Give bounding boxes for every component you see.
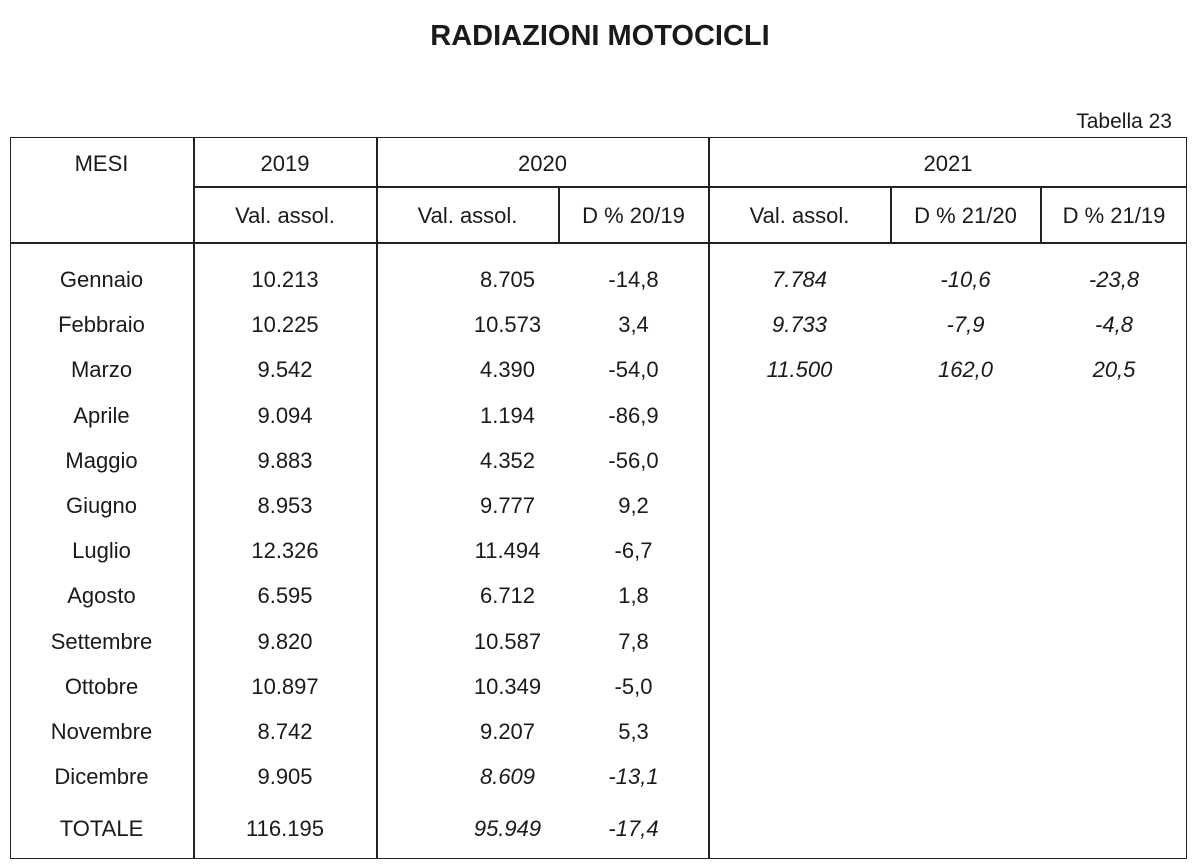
cell-2020-delta: -56,0: [608, 448, 659, 473]
cell-2020-delta: -6,7: [614, 538, 653, 563]
cell-2021-val: 11.500: [766, 357, 833, 382]
cell-2020-delta: 7,8: [618, 629, 649, 654]
subheader-2020-delta: D % 20/19: [582, 203, 685, 228]
cell-2020-val: 1.194: [479, 403, 536, 428]
cell-2020-delta: -14,8: [608, 267, 659, 292]
cell-2019-val: 10.225: [251, 312, 319, 337]
cell-2019-val: 12.326: [251, 538, 319, 563]
totale-label: TOTALE: [59, 816, 144, 841]
subheader-2021-delta-2119: D % 21/19: [1062, 203, 1166, 228]
cell-2019-val: 9.883: [257, 448, 313, 473]
cell-2021-delta-2120: -10,6: [940, 267, 991, 292]
cell-2019-val: 9.820: [257, 629, 313, 654]
col-divider-2020: [708, 137, 710, 859]
cell-2021-delta-2119: 20,5: [1092, 357, 1136, 382]
cell-mese: Febbraio: [58, 312, 145, 337]
cell-2020-delta: 3,4: [618, 312, 649, 337]
header-divider-bottom: [10, 242, 1187, 244]
cell-2019-val: 8.953: [257, 493, 313, 518]
cell-2020-val: 11.494: [474, 538, 541, 563]
cell-2020-val: 10.587: [473, 629, 542, 654]
cell-mese: Luglio: [72, 538, 131, 563]
subheader-2019-val: Val. assol.: [235, 203, 335, 228]
cell-2020-val: 10.349: [473, 674, 542, 699]
cell-mese: Maggio: [65, 448, 138, 473]
page-title: RADIAZIONI MOTOCICLI: [430, 20, 770, 52]
cell-mese: Aprile: [73, 403, 130, 428]
header-2020: 2020: [518, 151, 567, 176]
cell-mese: Ottobre: [64, 674, 139, 699]
totale-2020: 95.949: [473, 816, 542, 841]
cell-2021-delta-2120: 162,0: [937, 357, 994, 382]
cell-2019-val: 6.595: [257, 583, 313, 608]
cell-2021-val: 9.733: [771, 312, 828, 337]
cell-2021-delta-2119: -23,8: [1088, 267, 1140, 292]
cell-2020-val: 8.609: [479, 764, 536, 789]
cell-2019-val: 9.542: [257, 357, 313, 382]
cell-2020-val: 4.352: [479, 448, 536, 473]
cell-2020-delta: -86,9: [608, 403, 659, 428]
cell-2019-val: 10.897: [251, 674, 319, 699]
cell-2019-val: 9.094: [257, 403, 313, 428]
cell-mese: Agosto: [67, 583, 136, 608]
cell-mese: Settembre: [50, 629, 153, 654]
cell-2021-delta-2120: -7,9: [946, 312, 985, 337]
cell-mese: Gennaio: [59, 267, 144, 292]
cell-mese: Dicembre: [54, 764, 149, 789]
cell-2020-val: 9.777: [479, 493, 536, 518]
cell-2020-val: 9.207: [479, 719, 536, 744]
cell-2019-val: 10.213: [251, 267, 319, 292]
totale-delta-2019: -17,4: [608, 816, 659, 841]
cell-mese: Giugno: [66, 493, 137, 518]
header-2019: 2019: [260, 151, 310, 176]
subheader-2021-val: Val. assol.: [749, 203, 850, 228]
totale-2019: 116.195: [246, 816, 324, 841]
header-2021: 2021: [923, 151, 973, 176]
cell-2020-delta: 1,8: [618, 583, 649, 608]
cell-2020-val: 4.390: [479, 357, 536, 382]
cell-2020-delta: 5,3: [618, 719, 649, 744]
cell-2020-val: 8.705: [479, 267, 536, 292]
cell-2019-val: 8.742: [257, 719, 313, 744]
cell-2020-delta: 9,2: [618, 493, 649, 518]
cell-2021-delta-2119: -4,8: [1095, 312, 1133, 337]
cell-2020-delta: -54,0: [608, 357, 659, 382]
header-mesi: MESI: [74, 151, 129, 176]
table-reference: Tabella 23: [1076, 110, 1172, 133]
cell-2020-val: 10.573: [473, 312, 542, 337]
header-divider-top: [193, 186, 1187, 188]
cell-mese: Novembre: [50, 719, 153, 744]
subheader-2021-delta-2120: D % 21/20: [914, 203, 1017, 228]
cell-mese: Marzo: [70, 357, 133, 382]
subheader-2020-val: Val. assol.: [417, 203, 518, 228]
cell-2020-delta: -5,0: [614, 674, 653, 699]
cell-2020-delta: -13,1: [608, 764, 659, 789]
cell-2019-val: 9.905: [257, 764, 313, 789]
cell-2020-val: 6.712: [479, 583, 536, 608]
cell-2021-val: 7.784: [771, 267, 828, 292]
